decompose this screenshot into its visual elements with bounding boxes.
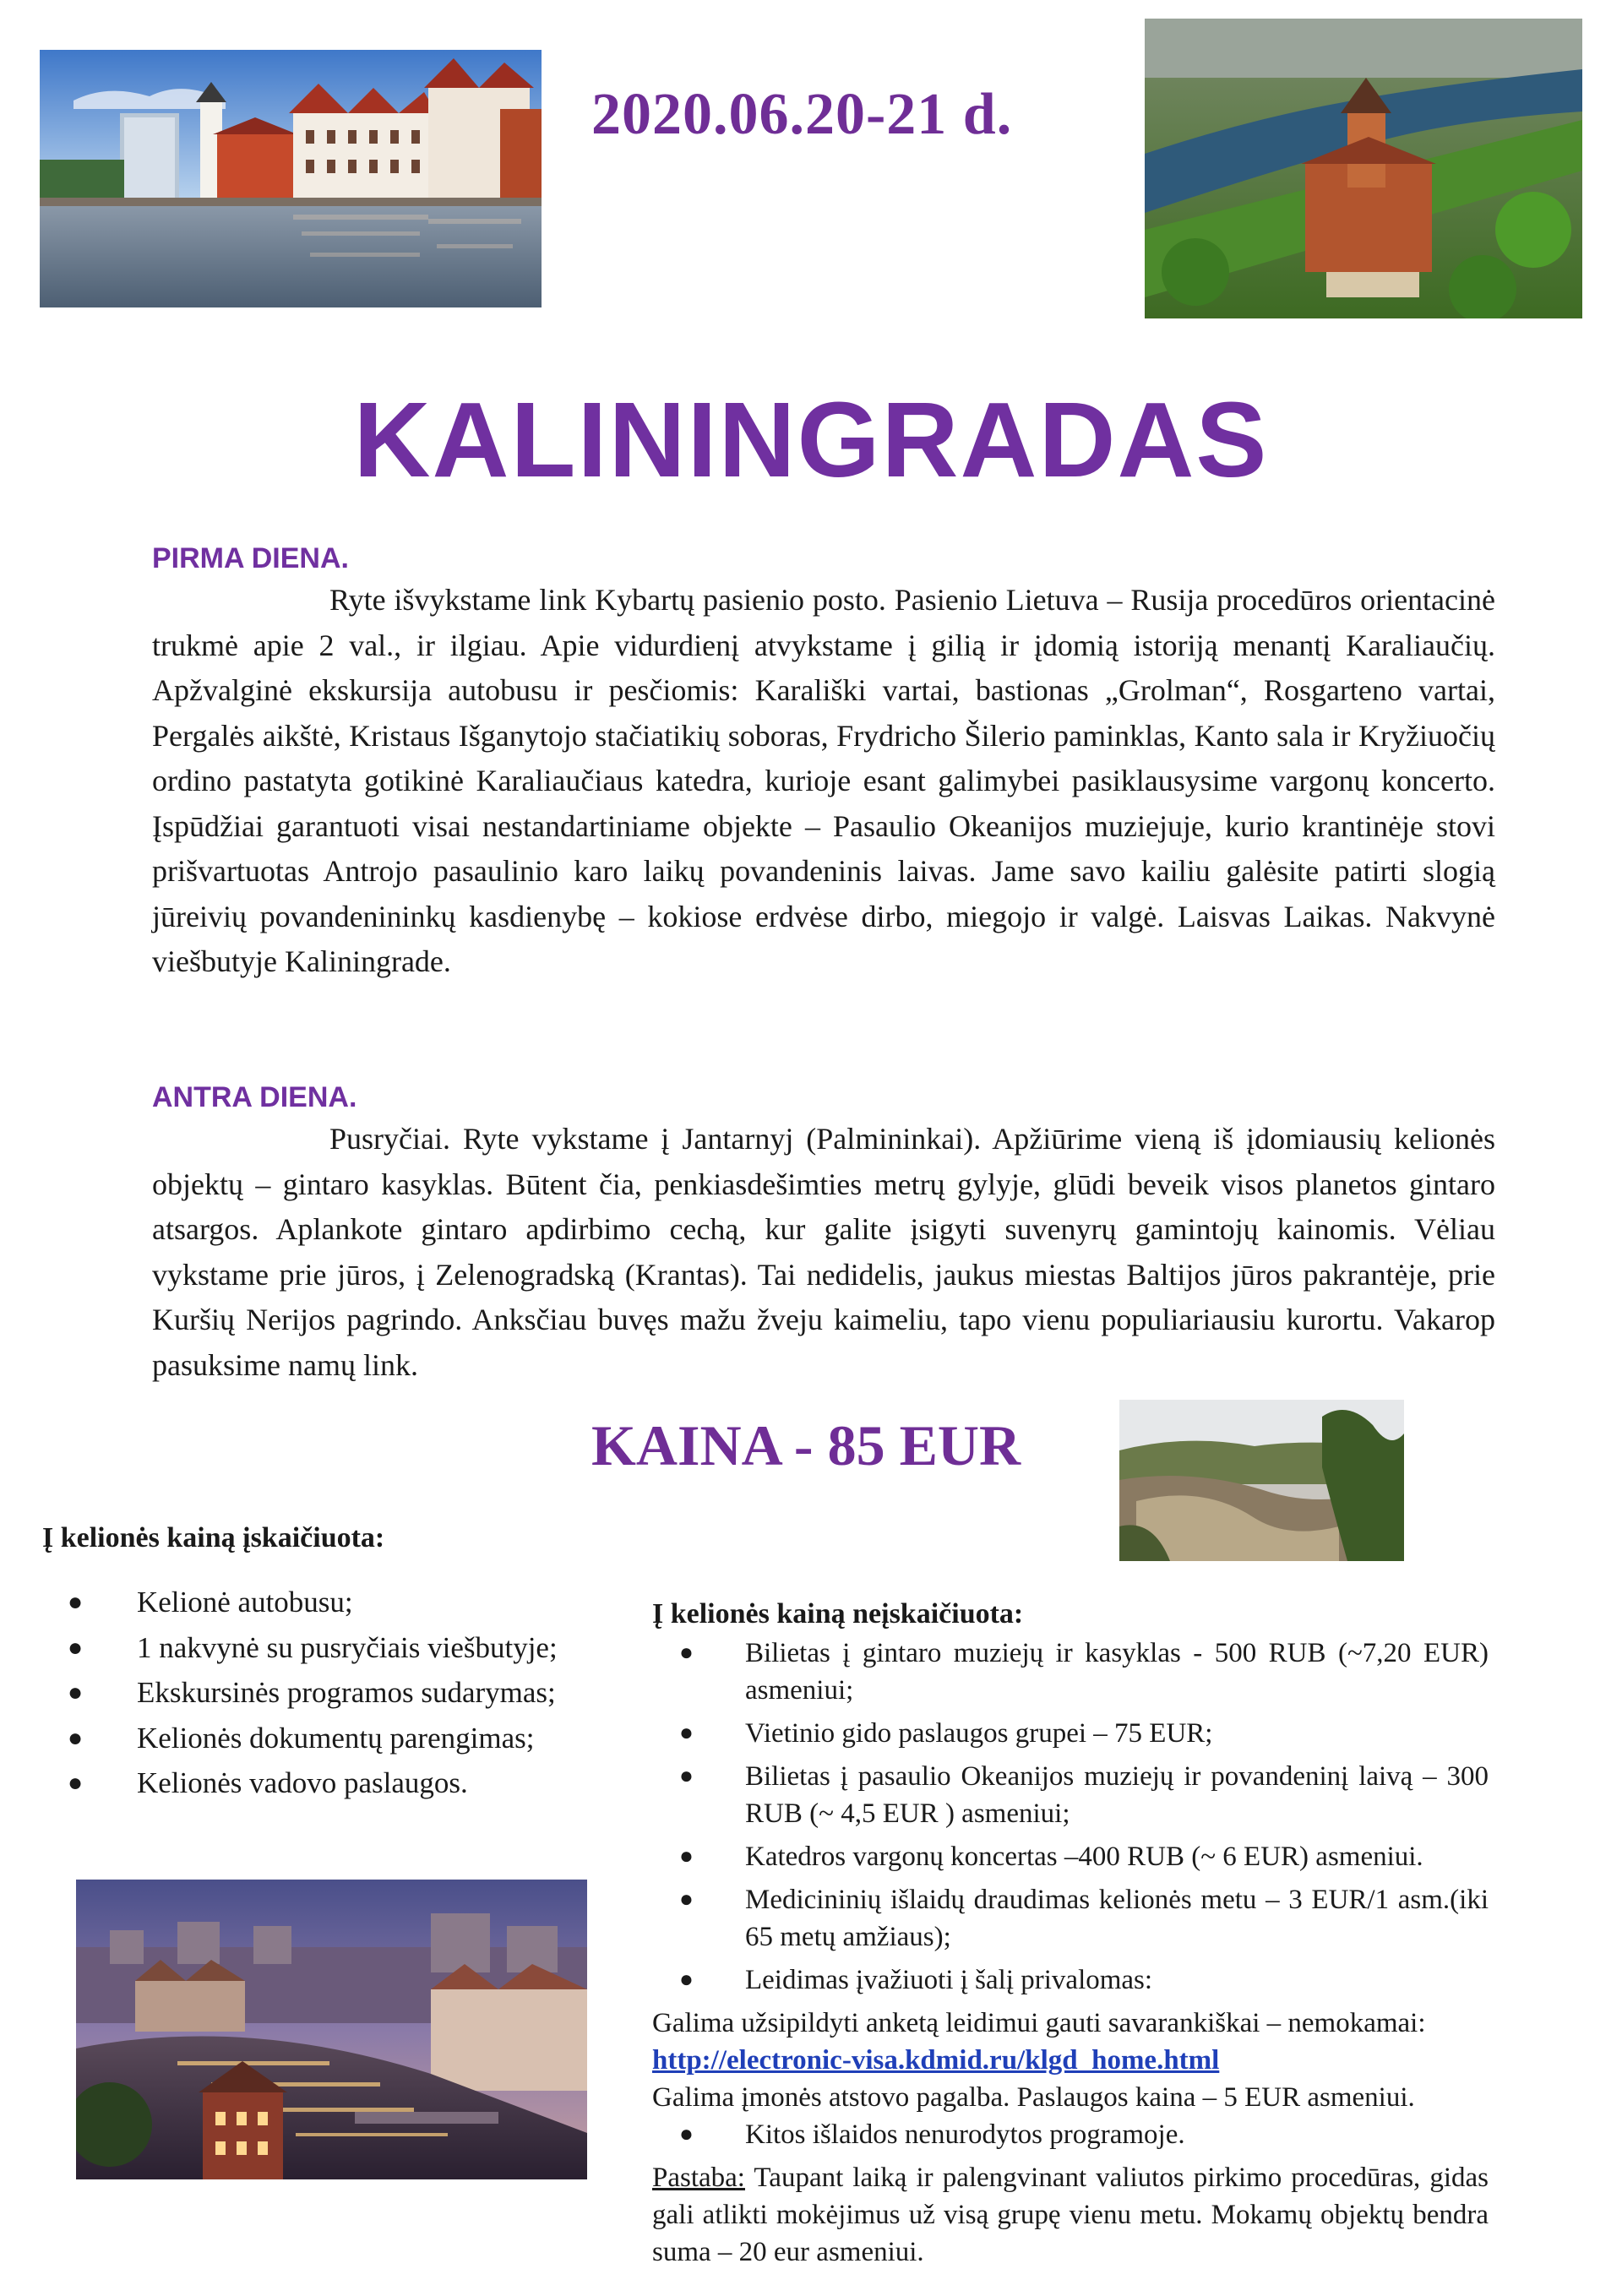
excluded-list	[652, 1635, 1489, 1999]
excluded-item: ● Leidimas įvažiuoti į šalį privalomas:	[652, 1961, 1489, 1999]
included-item: ● Kelionės vadovo paslaugos.	[42, 1760, 667, 1806]
excluded-item: ● Bilietas į pasaulio Okeanijos muziejų ir povandeninį laivą – 300 RUB (~ 4,5 EUR ) asmeniui;	[652, 1758, 1489, 1832]
page-title: KALININGRADAS	[353, 380, 1269, 499]
visa-text: Galima užsipildyti anketą leidimui gauti savarankiškai – nemokamai:	[652, 2008, 1426, 2038]
photo-night-embankment	[76, 1880, 587, 2179]
excluded-item: ● Katedros vargonų koncertas –400 RUB (~ 6 EUR) asmeniui.	[652, 1838, 1489, 1875]
note-text: Taupant laiką ir palengvinant valiutos pirkimo procedūras, gidas gali atlikti mokėjimus už visą grupę vienu metu. Mokamų objektų bendra suma – 20 eur asmeniui.	[652, 2163, 1489, 2267]
excluded-item: ● Vietinio gido paslaugos grupei – 75 EUR;	[652, 1715, 1489, 1752]
included-heading: Į kelionės kainą įskaičiuota:	[42, 1522, 385, 1553]
note-label: Pastaba:	[652, 2163, 745, 2193]
excluded-heading: Į kelionės kainą neįskaičiuota:	[652, 1598, 1024, 1630]
photo-cathedral-aerial	[1145, 19, 1582, 318]
photo-amber-quarry	[1119, 1400, 1404, 1561]
included-item: ● Kelionės dokumentų parengimas;	[42, 1716, 667, 1761]
agent-text: Galima įmonės atstovo pagalba. Paslaugos kaina – 5 EUR asmeniui.	[652, 2082, 1415, 2113]
excluded-item: ● Bilietas į gintaro muziejų ir kasyklas - 500 RUB (~7,20 EUR) asmeniui;	[652, 1635, 1489, 1709]
day2-heading: ANTRA DIENA.	[152, 1081, 357, 1113]
included-item: ● 1 nakvynė su pusryčiais viešbutyje;	[42, 1625, 667, 1671]
excluded-item: ● Kitos išlaidos nenurodytos programoje.	[652, 2116, 1489, 2153]
included-item: ● Ekskursinės programos sudarymas;	[42, 1670, 667, 1716]
excluded-list-other	[652, 2116, 1489, 2153]
included-item: ● Kelionė autobusu;	[42, 1580, 667, 1625]
day1-text: Ryte išvykstame link Kybartų pasienio posto. Pasienio Lietuva – Rusija procedūros orientacinė trukmė apie 2 val., ir ilgiau. Apie vidurdienį atvykstame į gilią ir įdomią istoriją menantį Karaliaučių. Apžvalginė ekskursija autobusu ir pesčiomis: Karališki vartai, bastionas „Grolman“, Rosgarteno vartai, Pergalės aikštė, Kristaus Išganytojo stačiatikių soboras, Frydricho Šilerio paminklas, Kanto sala ir Kryžiuočių ordino pastatyta gotikinė Karaliaučiaus katedra, kurioje esant galimybei pasiklausysime vargonų koncerto. Įspūdžiai garantuoti visai nestandartiniame objekte – Pasaulio Okeanijos muziejuje, kurio krantinėje stovi prišvartuotas Antrojo pasaulinio karo laikų povandeninis laivas. Jame savo kailiu galėsite patirti slogią jūreivių povandenininkų kasdienybę – kokiose erdvėse dirbo, miegojo ir valgė. Laisvas Laikas. Nakvynė viešbutyje Kaliningrade.	[152, 583, 1495, 978]
photo-fishing-village	[40, 50, 542, 307]
included-list	[42, 1580, 667, 1806]
excluded-section	[652, 1635, 1489, 2271]
visa-link[interactable]: http://electronic-visa.kdmid.ru/klgd_home.html	[652, 2045, 1220, 2076]
day1-heading: PIRMA DIENA.	[152, 542, 349, 574]
trip-date: 2020.06.20-21 d.	[591, 82, 1013, 147]
note	[652, 2159, 1489, 2271]
day2-text: Pusryčiai. Ryte vykstame į Jantarnyj (Palmininkai). Apžiūrime vieną iš įdomiausių kelionės objektų – gintaro kasyklas. Būtent čia, penkiasdešimties metrų gylyje, glūdi beveik visos planetos gintaro atsargos. Aplankote gintaro apdirbimo cechą, kur galite įsigyti suvenyrų gamintojų kainomis. Vėliau vykstame prie jūros, į Zelenogradską (Krantas). Tai nedidelis, jaukus miestas Baltijos jūros pakrantėje, prie Kuršių Nerijos pagrindo. Anksčiau buvęs mažu žveju kaimeliu, tapo vienu populiariausiu kurortu. Vakarop pasuksime namų link.	[152, 1122, 1495, 1382]
price-heading: KAINA - 85 EUR	[591, 1413, 1021, 1477]
excluded-item: ● Medicininių išlaidų draudimas kelionės metu – 3 EUR/1 asm.(iki 65 metų amžiaus);	[652, 1881, 1489, 1956]
